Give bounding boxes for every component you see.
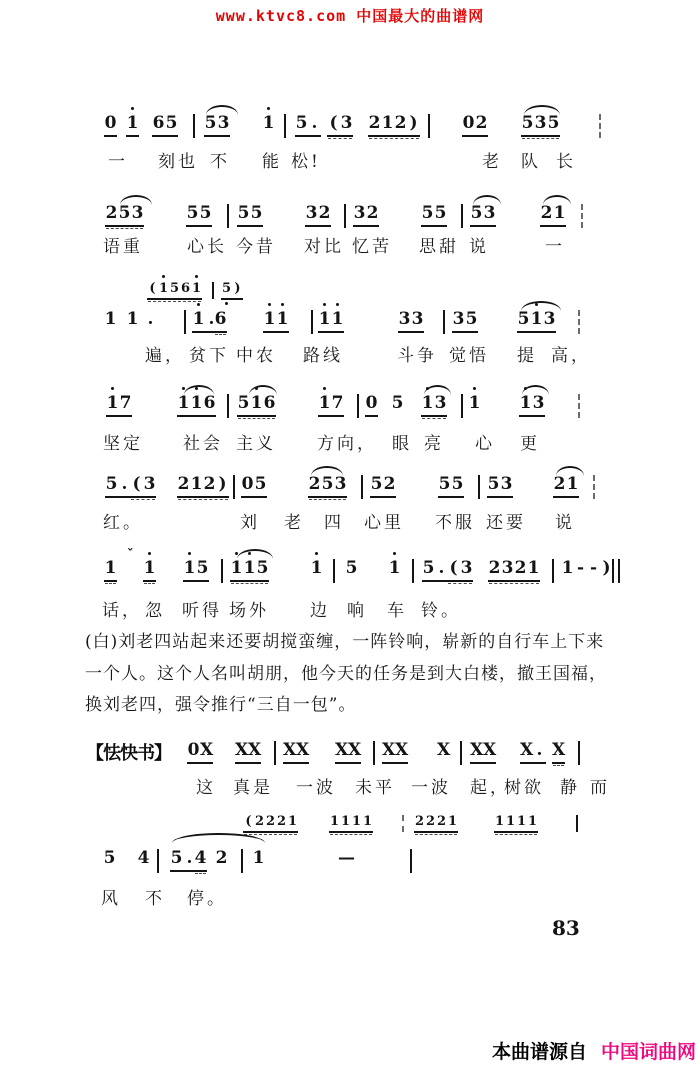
note-token: 1	[561, 558, 574, 578]
lyric-syllable: 社会	[183, 434, 223, 454]
lyric-syllable: 还要	[486, 513, 526, 533]
barline	[184, 310, 186, 334]
tie-slur	[521, 301, 561, 311]
note-token: 115	[230, 558, 269, 582]
dashed-barline	[402, 815, 404, 832]
tie-slur	[543, 195, 571, 205]
lyric-syllable: 静	[560, 778, 580, 798]
lyric-syllable: 一波	[296, 778, 336, 798]
note-token: 1	[468, 393, 481, 413]
tie-slur	[522, 385, 549, 395]
note-token: 35	[452, 309, 478, 333]
note-token: 5 .	[170, 848, 196, 872]
lyric-syllable: 亮	[424, 434, 444, 454]
note-token: 55	[186, 203, 212, 227]
note-token: 17	[106, 393, 132, 417]
lyric-syllable: 思甜	[419, 237, 459, 257]
note-token: 5 .	[105, 474, 131, 498]
lyric-syllable: 边	[310, 601, 330, 621]
note-token: X .	[520, 740, 546, 764]
note-token: ( 3	[130, 474, 156, 498]
lyric-syllable: 而	[590, 778, 610, 798]
lyric-syllable: 一波	[411, 778, 451, 798]
tie-slur	[311, 466, 343, 476]
lyric-syllable: 树欲	[504, 778, 544, 798]
note-token: 11	[318, 309, 344, 333]
note-token: 55	[438, 474, 464, 498]
barline	[428, 114, 430, 138]
lyric-syllable: 刘	[240, 513, 260, 533]
barline	[461, 204, 463, 228]
final-barline	[612, 559, 620, 583]
note-token: 5	[345, 558, 358, 578]
lyric-syllable: 说	[469, 237, 489, 257]
lyric-syllable: 话，	[102, 601, 142, 621]
note-token: .	[147, 309, 154, 329]
lyric-syllable: 心长	[187, 237, 227, 257]
lyric-syllable: 停。	[187, 889, 227, 909]
note-token: 32	[305, 203, 331, 227]
note-token: XX	[335, 740, 361, 764]
dashed-barline	[578, 310, 580, 334]
note-token: 0X	[187, 740, 213, 764]
note-token: 15	[183, 558, 209, 582]
cue-note-token: 1 1 1 1	[494, 814, 538, 833]
note-token: 513	[517, 309, 556, 333]
dashed-barline	[593, 475, 595, 499]
site-watermark-link[interactable]: www.ktvc8.com 中国最大的曲谱网	[215, 7, 485, 25]
cue-note-token: 2 2 2 1	[414, 814, 458, 833]
lyric-syllable: 心	[475, 434, 495, 454]
barline	[157, 849, 159, 873]
lyric-syllable: 车	[387, 601, 407, 621]
note-token: 5 .	[422, 558, 448, 582]
note-token: 21	[553, 474, 579, 498]
lyric-syllable: 这	[196, 778, 216, 798]
note-token: 2321	[488, 558, 540, 582]
lyric-syllable: 主义	[236, 434, 276, 454]
note-token: 5	[103, 848, 116, 868]
note-token: 55	[421, 203, 447, 227]
barline	[410, 849, 412, 873]
barline	[361, 475, 363, 499]
note-token: 116	[177, 393, 216, 417]
note-token: 13	[519, 393, 545, 417]
spoken-dialogue-line: 一个人。这个人名叫胡朋，他今天的任务是到大白楼，撤王国福，	[85, 664, 607, 684]
cue-note-token: ( 2 2 2 1	[243, 814, 298, 833]
barline	[412, 559, 414, 583]
note-token: 13	[421, 393, 447, 417]
page-number: 83	[552, 916, 580, 940]
lyric-syllable: 风	[101, 889, 121, 909]
tie-slur	[473, 195, 501, 205]
note-token: 253	[105, 203, 144, 227]
note-token: XX	[382, 740, 408, 764]
note-token: 17	[318, 393, 344, 417]
note-token: 212 )	[177, 474, 229, 498]
lyric-syllable: 觉悟	[449, 346, 489, 366]
note-token: 55	[237, 203, 263, 227]
note-token: 1 .	[192, 309, 218, 333]
cue-note-token: 5 )	[221, 281, 243, 300]
footer-brand-link[interactable]: 中国词曲网	[601, 1041, 697, 1063]
note-token: 53	[204, 113, 230, 137]
lyric-syllable: 遍，	[145, 346, 185, 366]
lyric-syllable: 路线	[303, 346, 343, 366]
barline	[193, 114, 195, 138]
spoken-dialogue-line: 换刘老四，强令推行“三自一包”。	[85, 695, 357, 715]
note-token: 2	[215, 848, 228, 868]
lyric-syllable: 更	[520, 434, 540, 454]
lyric-syllable: 语重	[103, 237, 143, 257]
lyric-syllable: 今昔	[236, 237, 276, 257]
lyric-syllable: 高，	[551, 346, 591, 366]
barline	[578, 741, 580, 765]
lyric-syllable: 真是	[233, 778, 273, 798]
dashed-barline	[578, 394, 580, 418]
note-token: 1	[262, 113, 275, 133]
barline	[478, 475, 480, 499]
barline	[212, 282, 214, 299]
barline	[443, 310, 445, 334]
lyric-syllable: 心里	[364, 513, 404, 533]
note-token: 02	[462, 113, 488, 137]
cue-note-token: ( 1 5 6 1	[147, 281, 202, 300]
barline	[274, 741, 276, 765]
lyric-syllable: 一	[108, 152, 128, 172]
lyric-syllable: 方向，	[317, 434, 377, 454]
note-token: 1	[126, 113, 139, 137]
barline	[241, 849, 243, 873]
barline	[221, 559, 223, 583]
note-token: ( 3	[327, 113, 353, 137]
lyric-syllable: 队	[521, 152, 541, 172]
lyric-syllable: 能	[262, 152, 282, 172]
barline	[227, 204, 229, 228]
lyric-syllable: 一	[545, 237, 565, 257]
lyric-syllable: 起，	[470, 778, 510, 798]
tie-slur	[184, 385, 214, 395]
lyric-syllable: 不	[145, 889, 165, 909]
note-token: X	[437, 740, 451, 760]
note-token: 1	[126, 309, 139, 329]
note-token: 53	[487, 474, 513, 498]
spoken-dialogue-line: (白)刘老四站起来还要胡搅蛮缠，一阵铃响，崭新的自行车上下来	[85, 632, 605, 652]
note-token: 1	[104, 309, 117, 329]
note-token: X	[552, 740, 565, 764]
lyric-syllable: 刻也	[158, 152, 198, 172]
note-token: 11	[263, 309, 289, 333]
section-label: 【怯快书】	[86, 743, 171, 764]
lyric-syllable: 忽	[145, 601, 165, 621]
barline	[460, 741, 462, 765]
lyric-syllable: 忆苦	[352, 237, 392, 257]
note-token: 4	[137, 848, 150, 868]
note-token: XX	[283, 740, 309, 764]
note-token: 0	[104, 113, 117, 137]
barline	[311, 310, 313, 334]
note-token: 1	[310, 558, 323, 578]
lyric-syllable: 眼	[392, 434, 412, 454]
note-token: 253	[308, 474, 347, 498]
barline	[357, 394, 359, 418]
cue-note-token: 1 1 1 1	[329, 814, 373, 833]
tie-slur	[556, 466, 584, 476]
tie-slur	[249, 385, 277, 395]
lyric-syllable: 老	[482, 152, 502, 172]
note-token: 6	[214, 309, 227, 333]
note-token: 212 )	[368, 113, 420, 137]
lyric-syllable: 说	[555, 513, 575, 533]
note-token: ( 3	[447, 558, 473, 582]
dashed-barline	[599, 114, 601, 138]
note-token: 33	[398, 309, 424, 333]
note-token: XX	[235, 740, 261, 764]
note-token: 5	[391, 393, 404, 413]
lyric-syllable: 坚定	[103, 434, 143, 454]
tie-slur	[120, 195, 152, 205]
lyric-syllable: 长	[556, 152, 576, 172]
tie-slur	[237, 549, 273, 559]
dashed-barline	[581, 204, 583, 228]
note-token: 1	[252, 848, 265, 868]
lyric-syllable: 四	[324, 513, 344, 533]
lyric-syllable: 松!	[291, 152, 321, 172]
footer-source-text: 本曲谱源自	[492, 1041, 588, 1063]
note-token: 65	[152, 113, 178, 137]
tie-slur	[206, 105, 238, 115]
lyric-syllable: 响	[347, 601, 367, 621]
lyric-syllable: 铃。	[421, 601, 461, 621]
barline	[344, 204, 346, 228]
lyric-syllable: 提	[517, 346, 537, 366]
lyric-syllable: 不	[210, 152, 230, 172]
barline	[333, 559, 335, 583]
lyric-syllable: 场外	[229, 601, 269, 621]
note-token: 32	[353, 203, 379, 227]
note-token: 4	[194, 848, 207, 872]
note-token: 0	[365, 393, 378, 417]
note-token: 21	[540, 203, 566, 227]
tie-slur	[424, 385, 451, 395]
lyric-syllable: 红。	[103, 513, 143, 533]
lyric-syllable: 中农	[236, 346, 276, 366]
breath-mark: ˇ	[127, 548, 134, 563]
lyric-syllable: 未平	[355, 778, 395, 798]
barline	[373, 741, 375, 765]
note-token: —	[338, 848, 355, 868]
note-token: 1	[104, 558, 117, 582]
note-token: 53	[470, 203, 496, 227]
lyric-syllable: 听得	[182, 601, 222, 621]
note-token: 1	[143, 558, 156, 582]
note-token: 52	[370, 474, 396, 498]
barline	[461, 394, 463, 418]
note-token: 5 .	[295, 113, 321, 137]
note-token: 535	[521, 113, 560, 137]
note-token: - - )	[576, 558, 611, 578]
note-token: 1	[388, 558, 401, 578]
barline	[284, 114, 286, 138]
note-token: 516	[237, 393, 276, 417]
lyric-syllable: 老	[284, 513, 304, 533]
barline	[233, 475, 235, 499]
note-token: XX	[470, 740, 496, 764]
lyric-syllable: 对比	[304, 237, 344, 257]
tie-slur	[524, 105, 560, 115]
barline	[576, 815, 578, 832]
lyric-syllable: 斗争	[397, 346, 437, 366]
note-token: 05	[241, 474, 267, 498]
lyric-syllable: 不服	[435, 513, 475, 533]
lyric-syllable: 贫下	[189, 346, 229, 366]
barline	[552, 559, 554, 583]
barline	[227, 394, 229, 418]
